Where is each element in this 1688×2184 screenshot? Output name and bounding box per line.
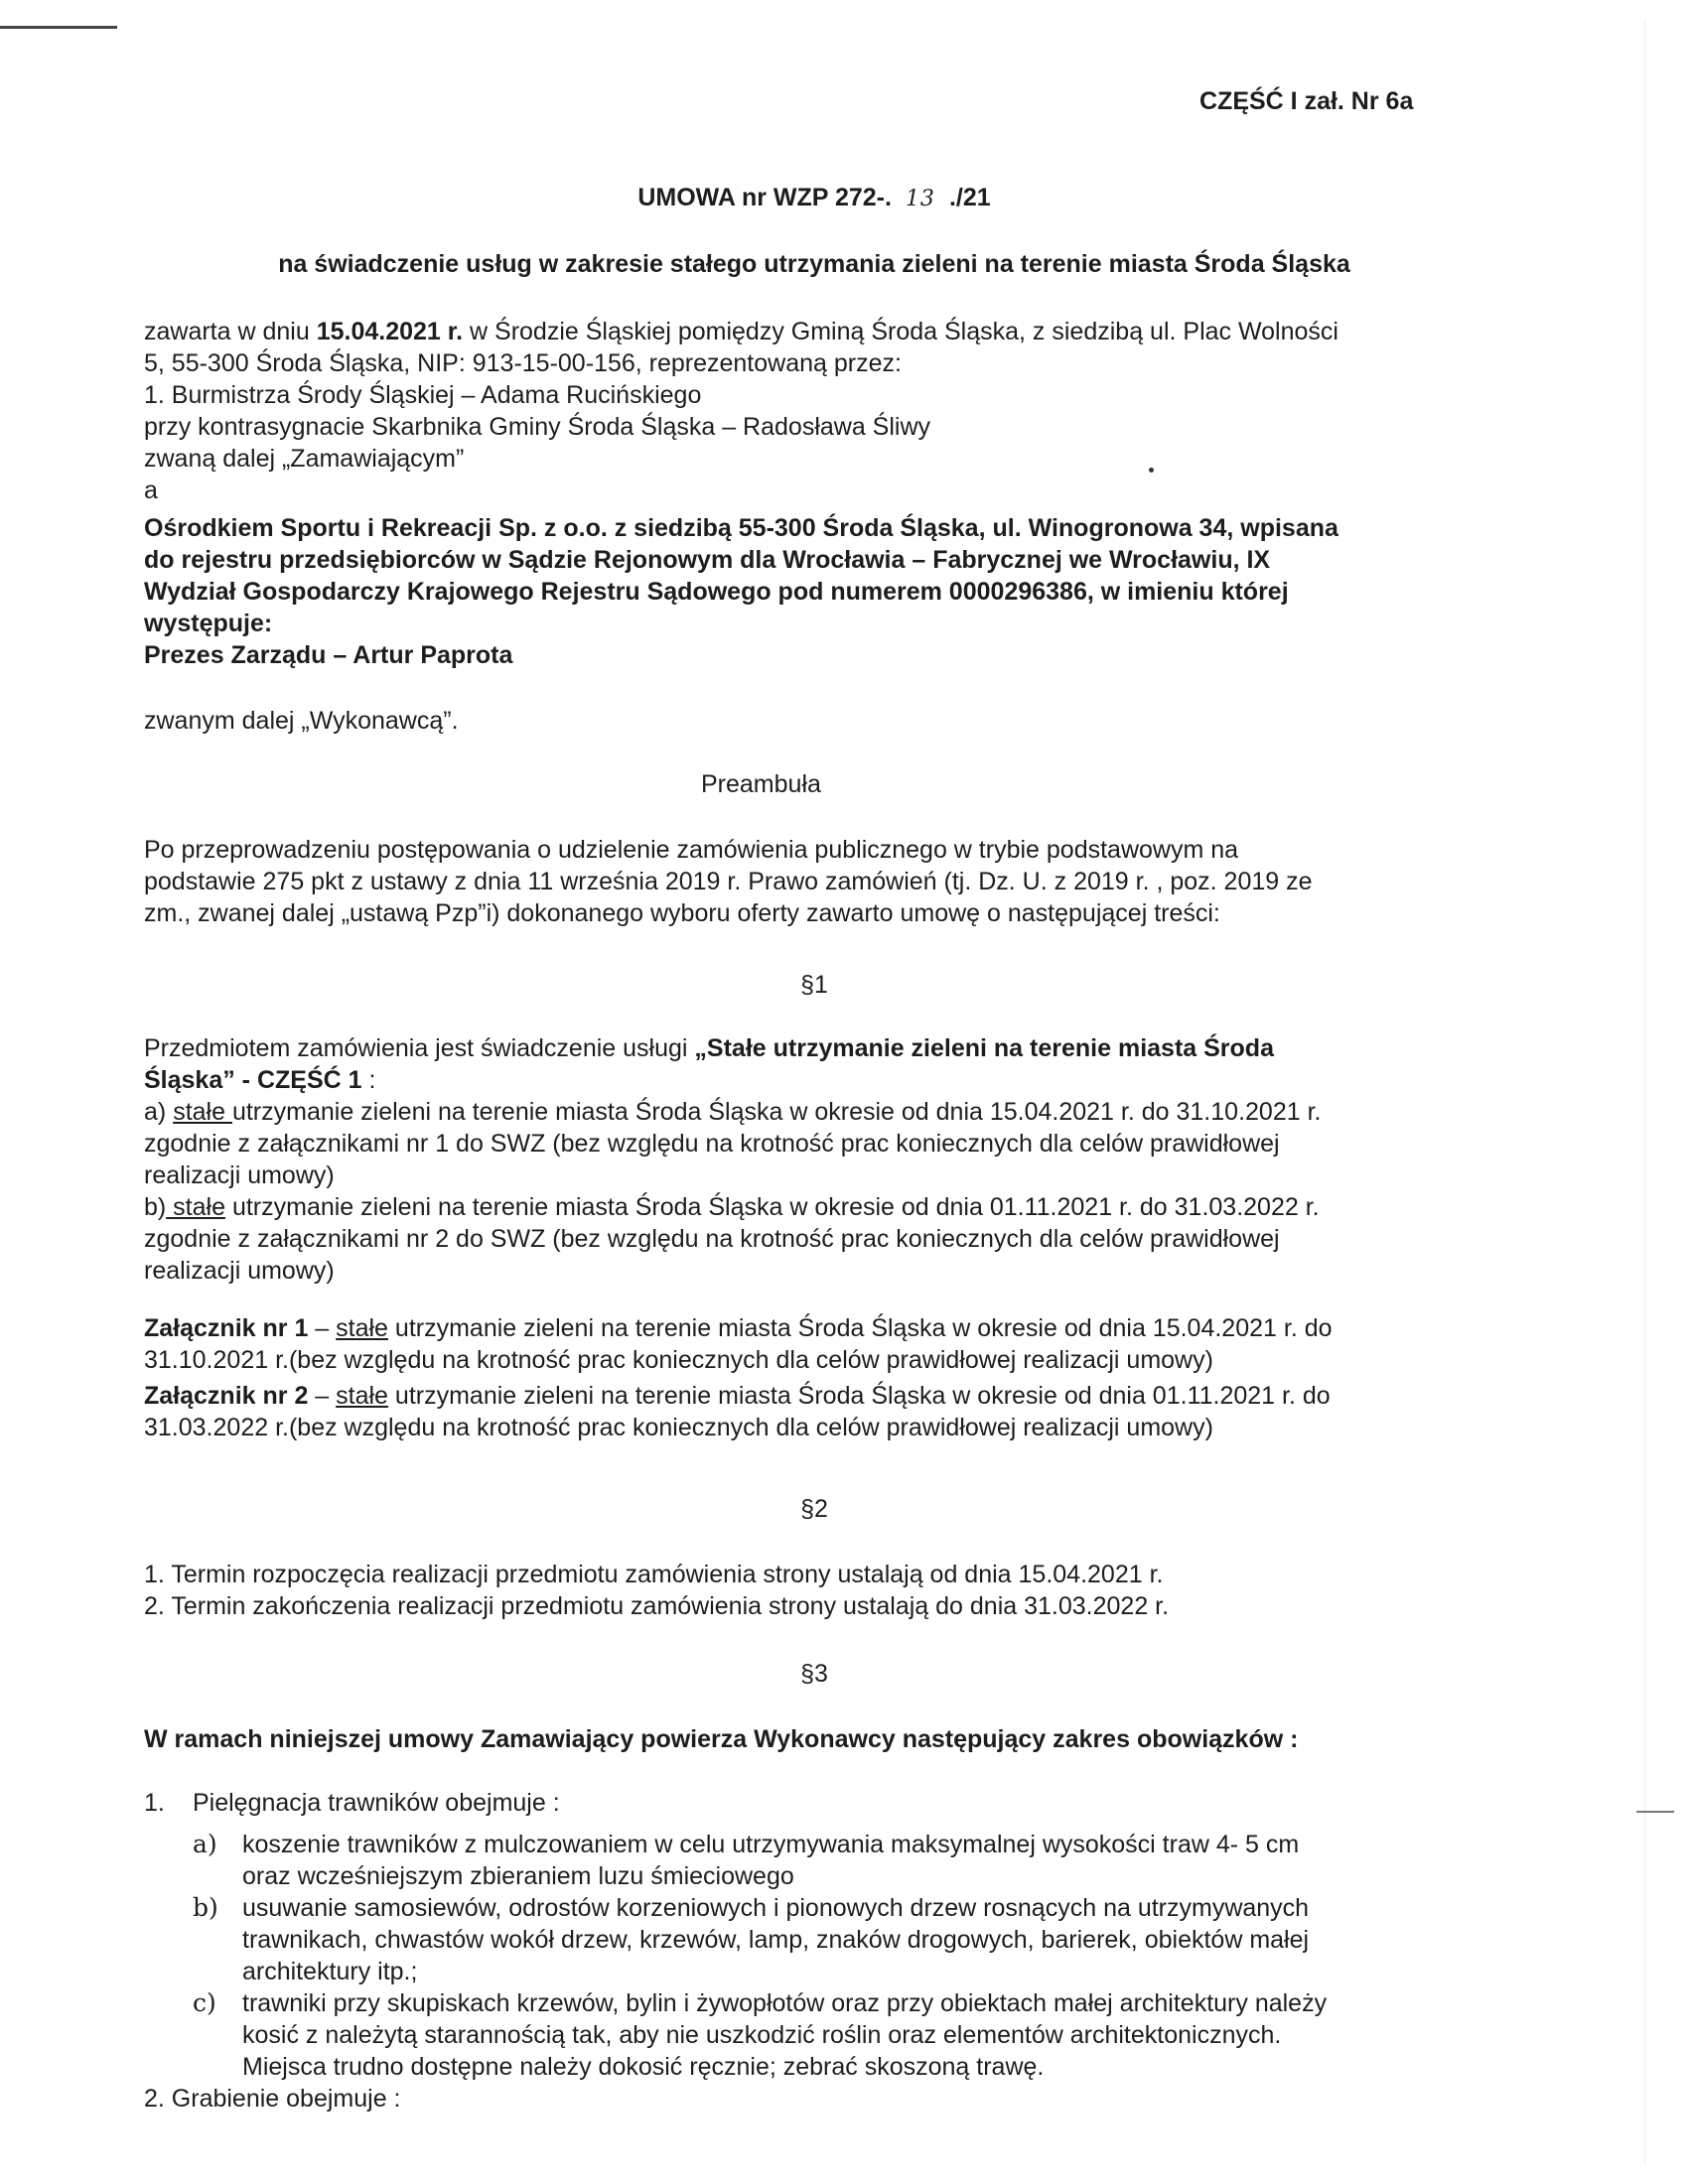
contractor-line: do rejestru przedsiębiorców w Sądzie Rejonowym dla Wrocławia – Fabrycznej we Wrocławiu, IX (144, 546, 1271, 574)
section-2-body (144, 1559, 1471, 1622)
text: : (361, 1066, 376, 1094)
parties-line: zwaną dalej „Zamawiającym” (144, 445, 465, 473)
section-1-body (144, 1032, 1471, 1287)
section-1-intro-cont (144, 1064, 1471, 1096)
attachment-label: CZĘŚĆ I zał. Nr 6a (1199, 87, 1414, 115)
contract-title-prefix: UMOWA nr WZP 272-. (637, 184, 892, 211)
parties-line (144, 316, 1471, 347)
preamble-line: Po przeprowadzeniu postępowania o udzielenie zamówienia publicznego w trybie podstawowym na (144, 836, 1239, 864)
sub-item-letter: b) (193, 1893, 218, 1922)
contractor-block (144, 512, 1471, 671)
sub-item-letter: a) (193, 1830, 217, 1858)
contractor-line: Wydział Gospodarczy Krajowego Rejestru Sądowego pod numerem 0000296386, w imieniu której (144, 578, 1289, 606)
item-a-line: zgodnie z załącznikami nr 1 do SWZ (bez względu na krotność prac koniecznych dla celów prawidłowej (144, 1130, 1280, 1158)
sub-item-line: trawniki przy skupiskach krzewów, bylin i żywopłotów oraz przy obiektach małej architektury należy (242, 1989, 1328, 2017)
attachment-label: Załącznik nr 1 (144, 1314, 309, 1342)
sub-item-line: koszenie trawników z mulczowaniem w celu utrzymywania maksymalnej wysokości traw 4- 5 cm (242, 1831, 1300, 1858)
term-item: 1. Termin rozpoczęcia realizacji przedmiotu zamówienia strony ustalają od dnia 15.04.2021 r. (144, 1561, 1164, 1588)
underlined-word: stałe (336, 1382, 388, 1410)
item-letter: b) (144, 1193, 167, 1221)
item-b-line: realizacji umowy) (144, 1257, 335, 1285)
sub-item-line: usuwanie samosiewów, odrostów korzeniowych i pionowych drzew rosnących na utrzymywanych (242, 1894, 1310, 1922)
underlined-word: stałe (166, 1193, 225, 1221)
service-name: Śląska” - CZĘŚĆ 1 (144, 1066, 362, 1094)
parties-line: przy kontrasygnacie Skarbnika Gminy Środa Śląska – Radosława Śliwy (144, 413, 931, 441)
list-number: 1. (144, 1789, 165, 1817)
term-item: 2. Termin zakończenia realizacji przedmiotu zamówienia strony ustalają do dnia 31.03.2022 r. (144, 1592, 1170, 1620)
contract-title-suffix: ./21 (948, 184, 991, 211)
preamble-line: podstawie 275 pkt z ustawy z dnia 11 września 2019 r. Prawo zamówień (tj. Dz. U. z 2019 r. , poz. 2019 ze (144, 868, 1313, 895)
text: – (308, 1314, 337, 1342)
contractor-called: zwanym dalej „Wykonawcą”. (144, 707, 459, 735)
sub-item-letter: c) (193, 1988, 216, 2017)
text: utrzymanie zieleni na terenie miasta Środa Śląska w okresie od dnia 01.11.2021 r. do 31.03.2022 r. (225, 1193, 1320, 1221)
sub-item-line: trawnikach, chwastów wokół drzew, krzewów, lamp, znaków drogowych, barierek, obiektów małej (242, 1926, 1310, 1954)
sub-item-line: architektury itp.; (242, 1958, 418, 1985)
contract-title (0, 182, 1628, 215)
attachment-2-line (144, 1380, 1471, 1412)
sub-item-text (242, 1829, 1471, 1892)
item-a-line (144, 1096, 1471, 1128)
contractor-line: występuje: (144, 610, 273, 637)
handwritten-contract-number: 13 (905, 187, 935, 211)
attachment-1-line (144, 1312, 1471, 1344)
item-a-line: realizacji umowy) (144, 1161, 335, 1189)
section-3-intro: W ramach niniejszej umowy Zamawiający powierza Wykonawcy następujący zakres obowiązków : (144, 1725, 1299, 1753)
sub-item-text (242, 1987, 1471, 2083)
text: w Środzie Śląskiej pomiędzy Gminą Środa Śląska, z siedzibą ul. Plac Wolności (463, 318, 1338, 345)
text: Przedmiotem zamówienia jest świadczenie usługi (144, 1034, 695, 1062)
preamble-text (144, 834, 1471, 929)
section-1-heading: §1 (800, 971, 828, 999)
section-1-intro (144, 1032, 1471, 1064)
text: zawarta w dniu (144, 318, 317, 345)
preamble-heading: Preambuła (701, 770, 821, 798)
service-name: „Stałe utrzymanie zieleni na terenie miasta Środa (694, 1034, 1274, 1062)
attachment-label: Załącznik nr 2 (144, 1382, 309, 1410)
section-3-heading: §3 (800, 1660, 828, 1688)
item-letter: a) (144, 1098, 174, 1126)
underlined-word: stałe (336, 1314, 388, 1342)
text: utrzymanie zieleni na terenie miasta Środa Śląska w okresie od dnia 15.04.2021 r. do 31.10.2021 r. (231, 1098, 1322, 1126)
parties-block (144, 316, 1471, 506)
attachment-1-line: 31.10.2021 r.(bez względu na krotność prac koniecznych dla celów prawidłowej realizacji umowy) (144, 1346, 1213, 1374)
text: – (308, 1382, 337, 1410)
duty-item-title: 2. Grabienie obejmuje : (144, 2085, 401, 2113)
attachment-2-line: 31.03.2022 r.(bez względu na krotność prac koniecznych dla celów prawidłowej realizacji umowy) (144, 1414, 1213, 1441)
contract-subtitle: na świadczenie usług w zakresie stałego utrzymania zieleni na terenie miasta Środa Śląska (278, 250, 1350, 278)
contractor-line: Ośrodkiem Sportu i Rekreacji Sp. z o.o. z siedzibą 55-300 Środa Śląska, ul. Winogronowa 34, wpisana (144, 514, 1338, 542)
section-2-heading: §2 (800, 1495, 828, 1523)
parties-line: 5, 55-300 Środa Śląska, NIP: 913-15-00-156, reprezentowaną przez: (144, 349, 902, 377)
preamble-line: zm., zwanej dalej „ustawą Pzp”i) dokonanego wyboru oferty zawarto umowę o następującej treści: (144, 899, 1220, 927)
contract-date: 15.04.2021 r. (316, 318, 464, 345)
sub-item-line: Miejsca trudno dostępne należy dokosić ręcznie; zebrać skoszoną trawę. (242, 2053, 1045, 2081)
sub-item-line: kosić z należytą starannością tak, aby nie uszkodzić roślin oraz elementów architektonicznych. (242, 2021, 1282, 2049)
scan-edge-mark (1636, 1811, 1674, 1813)
duty-item-title: Pielęgnacja trawników obejmuje : (193, 1789, 560, 1817)
sub-item-text (242, 1892, 1471, 1987)
contractor-line: Prezes Zarządu – Artur Paprota (144, 641, 513, 669)
scan-edge-mark (0, 26, 117, 29)
item-b-line: zgodnie z załącznikami nr 2 do SWZ (bez względu na krotność prac koniecznych dla celów prawidłowej (144, 1225, 1280, 1253)
text: utrzymanie zieleni na terenie miasta Środa Śląska w okresie od dnia 01.11.2021 r. do (387, 1382, 1331, 1410)
scan-right-edge (1644, 20, 1645, 2164)
parties-line: 1. Burmistrza Środy Śląskiej – Adama Rucińskiego (144, 381, 702, 409)
item-b-line (144, 1191, 1471, 1223)
parties-line: a (144, 477, 158, 504)
text: utrzymanie zieleni na terenie miasta Środa Śląska w okresie od dnia 15.04.2021 r. do (387, 1314, 1333, 1342)
sub-item-line: oraz wcześniejszym zbieraniem luzu śmieciowego (242, 1862, 794, 1890)
attachments-block (144, 1312, 1471, 1443)
underlined-word: stałe (173, 1098, 232, 1126)
